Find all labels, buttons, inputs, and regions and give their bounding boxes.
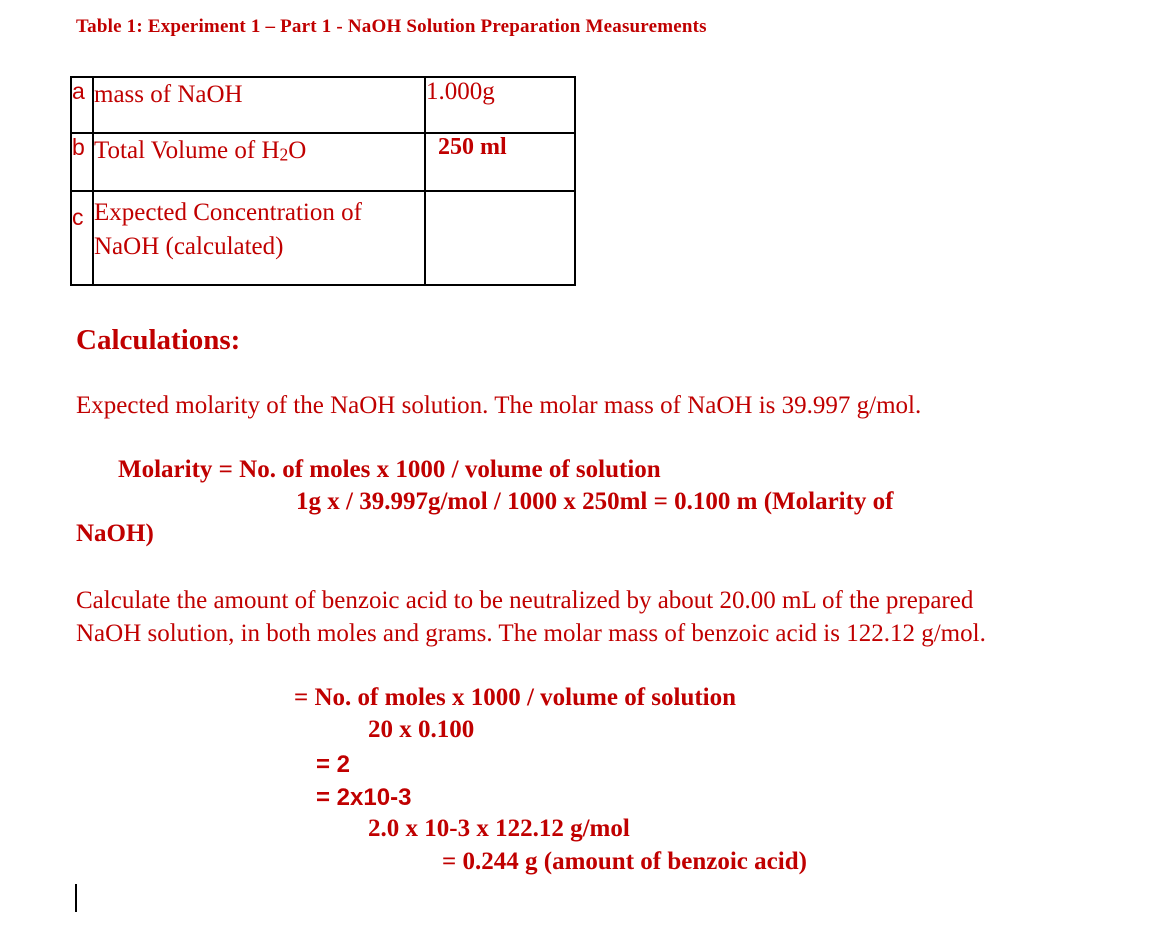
molarity-formula: Molarity = No. of moles x 1000 / volume of solution: [118, 456, 661, 483]
benzoic-result: = 0.244 g (amount of benzoic acid): [442, 848, 807, 875]
benzoic-intro-line2: NaOH solution, in both moles and grams. The molar mass of benzoic acid is 122.12 g/mol.: [76, 620, 986, 647]
benzoic-step4: 2.0 x 10-3 x 122.12 g/mol: [368, 815, 630, 842]
benzoic-intro-line1: Calculate the amount of benzoic acid to be neutralized by about 20.00 mL of the prepared: [76, 587, 974, 614]
row-label-prefix: Total Volume of H: [94, 137, 280, 164]
benzoic-step3: = 2x10-3: [316, 784, 412, 811]
measurements-table: [70, 76, 576, 286]
calculations-heading: Calculations:: [76, 324, 241, 356]
table-row: [71, 77, 575, 133]
row-key: b: [71, 133, 93, 191]
benzoic-formula: = No. of moles x 1000 / volume of solution: [294, 684, 737, 711]
table-row: [71, 191, 575, 285]
table-caption: Table 1: Experiment 1 – Part 1 - NaOH Solution Preparation Measurements: [76, 16, 707, 37]
molarity-intro: Expected molarity of the NaOH solution. The molar mass of NaOH is 39.997 g/mol.: [76, 392, 922, 419]
text-cursor[interactable]: [75, 884, 77, 912]
row-label-subscript: 2: [279, 144, 289, 165]
row-key: c: [71, 191, 93, 285]
row-label: [93, 133, 425, 191]
molarity-calc: 1g x / 39.997g/mol / 1000 x 250ml = 0.100 m (Molarity of: [296, 488, 894, 515]
row-label-suffix: O: [288, 137, 307, 164]
benzoic-step2: = 2: [316, 751, 351, 778]
row-label: [93, 191, 425, 285]
row-label-line1: Expected Concentration of: [94, 199, 362, 226]
row-value[interactable]: [425, 191, 575, 285]
table-row: [71, 133, 575, 191]
row-label: mass of NaOH: [93, 77, 425, 133]
row-key: a: [71, 77, 93, 133]
molarity-calc-continued: NaOH): [76, 520, 154, 547]
row-label-line2: NaOH (calculated): [94, 233, 284, 260]
benzoic-step1: 20 x 0.100: [368, 716, 475, 743]
row-value[interactable]: 1.000g: [425, 77, 575, 133]
row-value[interactable]: 250 ml: [425, 133, 575, 191]
